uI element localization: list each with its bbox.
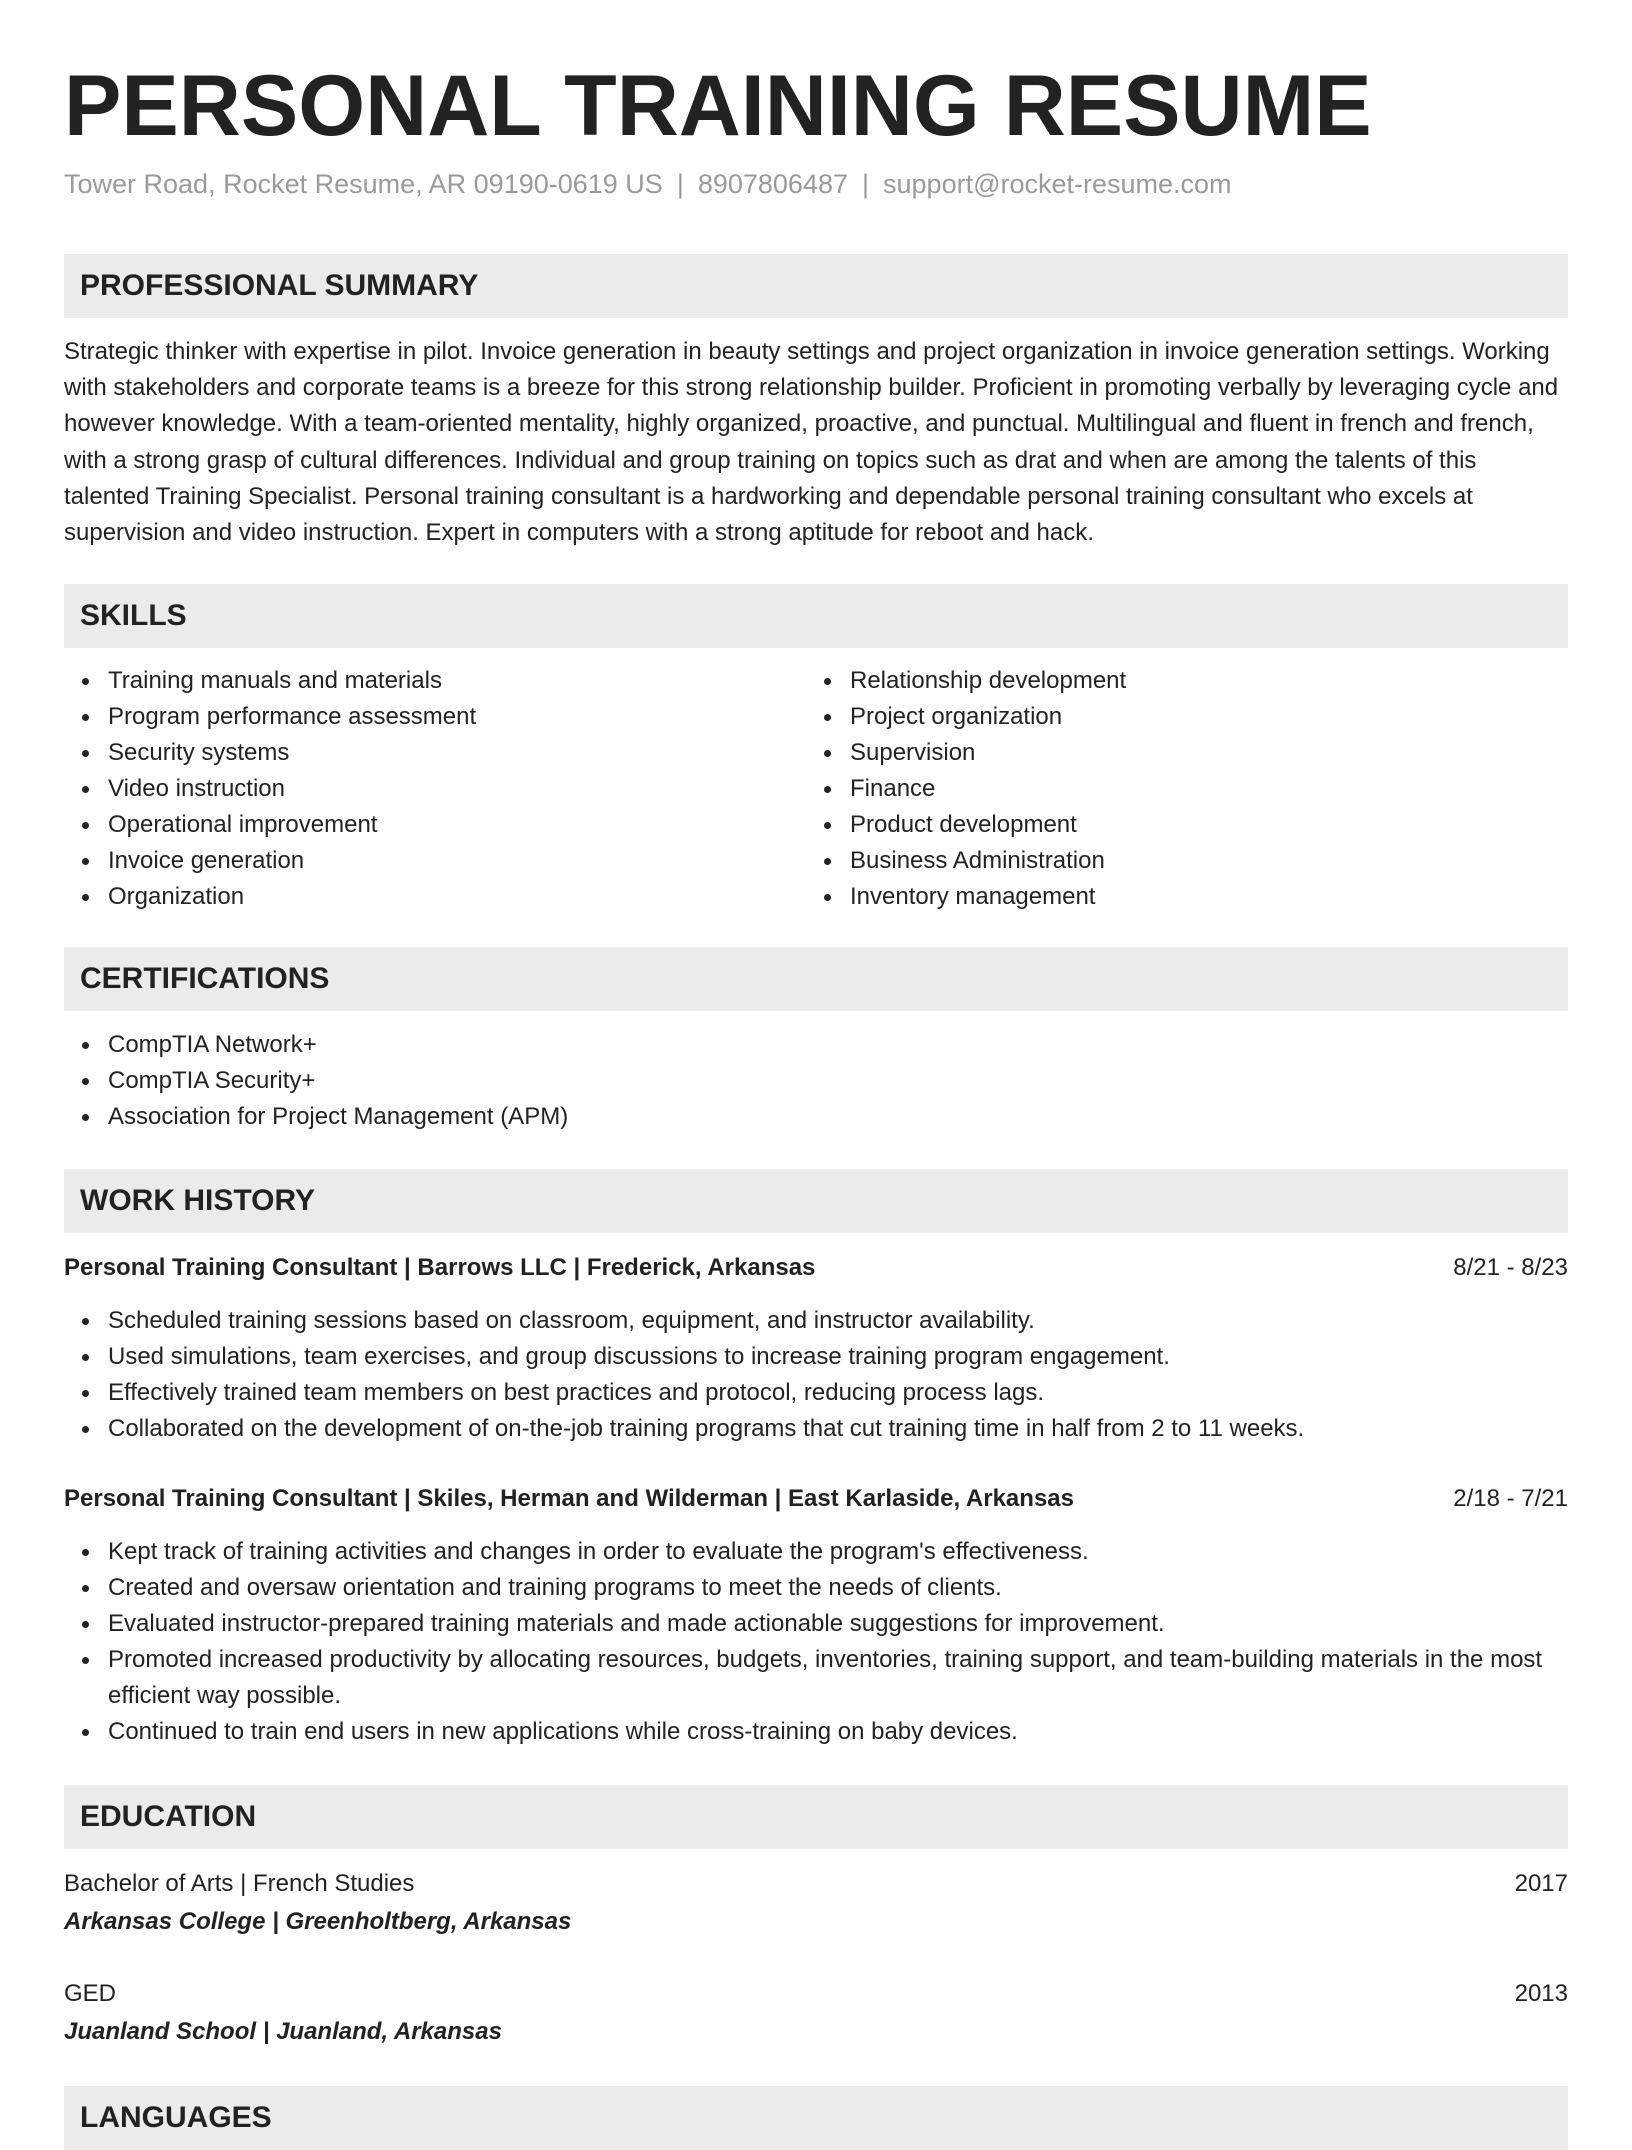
job-dates: 8/21 - 8/23: [1453, 1254, 1568, 1281]
skill-item: Operational improvement: [64, 807, 804, 843]
skill-item: Training manuals and materials: [64, 663, 804, 699]
section-header-certifications: [64, 947, 1568, 1011]
education-degree: Bachelor of Arts | French Studies: [64, 1870, 415, 1897]
skill-item: Business Administration: [806, 843, 1546, 879]
section-header-work: [64, 1169, 1568, 1233]
job-header: [64, 1250, 1568, 1286]
education-school: Arkansas College | Greenholtberg, Arkansas: [64, 1908, 572, 1935]
job-bullet: Continued to train end users in new applications while cross-training on baby devices.: [64, 1714, 1568, 1750]
education-school: Juanland School | Juanland, Arkansas: [64, 2018, 502, 2045]
education-header: [64, 1866, 1568, 1902]
resume-title: PERSONAL TRAINING RESUME: [64, 58, 1372, 154]
summary-text: Strategic thinker with expertise in pilot. Invoice generation in beauty settings and project organization in invoice generation settings. Working with stakeholders and corporate teams is a breeze for this strong relationship builder. Proficient in promoting verbally by leveraging cycle and however knowledge. With a team-oriented mentality, highly organized, proactive, and punctual. Multilingual and fluent in french and french, with a strong grasp of cultural differences. Individual and group training on topics such as drat and when are among the talents of this talented Training Specialist. Personal training consultant is a hardworking and dependable personal training consultant who excels at supervision and video instruction. Expert in computers with a strong aptitude for reboot and hack.: [64, 338, 1559, 547]
job-bullets: [64, 1303, 1568, 1447]
job-header: [64, 1481, 1568, 1517]
certifications-list: [64, 1027, 1568, 1135]
skill-item: Finance: [806, 771, 1546, 807]
skill-item: Organization: [64, 879, 804, 915]
education-header: [64, 1976, 1568, 2012]
section-header-skills: [64, 584, 1568, 648]
skill-item: Invoice generation: [64, 843, 804, 879]
skills-column-left: [64, 663, 804, 915]
certification-item: Association for Project Management (APM): [64, 1099, 1568, 1135]
section-title: EDUCATION: [80, 1800, 257, 1833]
section-header-summary: [64, 254, 1568, 318]
section-title: WORK HISTORY: [80, 1184, 316, 1217]
certification-item: CompTIA Network+: [64, 1027, 1568, 1063]
contact-address: Tower Road, Rocket Resume, AR 09190-0619 US: [64, 169, 663, 199]
skills-column-right: [806, 663, 1546, 915]
job-bullet: Kept track of training activities and changes in order to evaluate the program's effectiveness.: [64, 1534, 1568, 1570]
education-degree: GED: [64, 1980, 117, 2007]
job-bullet: Promoted increased productivity by allocating resources, budgets, inventories, training support, and team-building materials in the most efficient way possible.: [64, 1642, 1568, 1714]
skill-item: Product development: [806, 807, 1546, 843]
education-year: 2017: [1514, 1870, 1568, 1897]
contact-phone: 8907806487: [697, 169, 848, 199]
job-bullet: Evaluated instructor-prepared training materials and made actionable suggestions for improvement.: [64, 1606, 1568, 1642]
contact-email: support@rocket-resume.com: [883, 169, 1232, 199]
skill-item: Relationship development: [806, 663, 1546, 699]
skill-item: Project organization: [806, 699, 1546, 735]
job-bullet: Used simulations, team exercises, and group discussions to increase training program engagement.: [64, 1339, 1568, 1375]
skill-item: Video instruction: [64, 771, 804, 807]
contact-separator: |: [862, 169, 870, 199]
job-bullet: Scheduled training sessions based on classroom, equipment, and instructor availability.: [64, 1303, 1568, 1339]
section-header-languages: [64, 2086, 1568, 2150]
education-year: 2013: [1514, 1980, 1568, 2007]
contact-separator: |: [676, 169, 684, 199]
job-dates: 2/18 - 7/21: [1453, 1485, 1568, 1512]
section-header-education: [64, 1785, 1568, 1849]
job-bullet: Collaborated on the development of on-the-job training programs that cut training time in half from 2 to 11 weeks.: [64, 1411, 1568, 1447]
job-bullet: Effectively trained team members on best practices and protocol, reducing process lags.: [64, 1375, 1568, 1411]
job-bullets: [64, 1534, 1568, 1750]
section-title: PROFESSIONAL SUMMARY: [80, 269, 479, 302]
skill-item: Program performance assessment: [64, 699, 804, 735]
section-title: CERTIFICATIONS: [80, 962, 330, 995]
skill-item: Security systems: [64, 735, 804, 771]
certification-item: CompTIA Security+: [64, 1063, 1568, 1099]
job-bullet: Created and oversaw orientation and training programs to meet the needs of clients.: [64, 1570, 1568, 1606]
section-title: LANGUAGES: [80, 2101, 272, 2134]
section-title: SKILLS: [80, 599, 187, 632]
skill-item: Supervision: [806, 735, 1546, 771]
job-title: Personal Training Consultant | Skiles, Herman and Wilderman | East Karlaside, Arkansas: [64, 1485, 1074, 1512]
job-title: Personal Training Consultant | Barrows LLC | Frederick, Arkansas: [64, 1254, 816, 1281]
skill-item: Inventory management: [806, 879, 1546, 915]
contact-line: [64, 166, 1232, 202]
